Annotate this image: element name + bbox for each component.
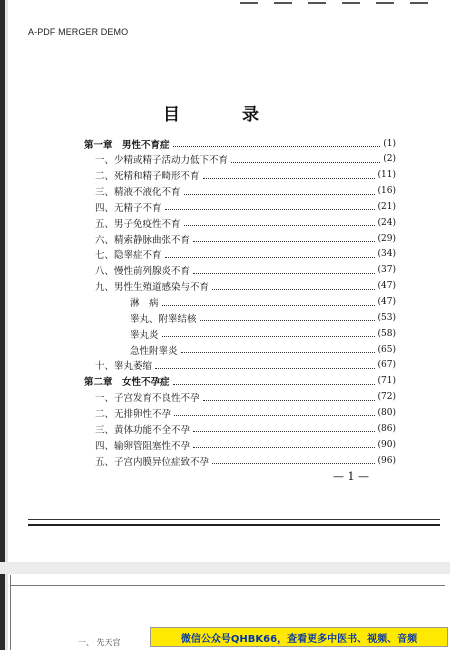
toc-entry-label: 急性附睾炎 <box>130 345 178 357</box>
toc-entry-label: 睾丸、附睾结核 <box>130 313 197 325</box>
toc-row-section <box>95 168 396 183</box>
toc-row-section <box>95 453 396 468</box>
toc-leader-dots <box>173 378 375 385</box>
footer-rule <box>28 519 440 520</box>
toc-leader-dots <box>173 140 381 147</box>
toc-entry-page: (80) <box>377 407 396 418</box>
toc-row-section <box>95 152 396 167</box>
toc-entry-label: 四、无精子不育 <box>95 202 162 214</box>
toc-row-sub <box>130 310 396 325</box>
toc-leader-dots <box>212 283 375 290</box>
toc-row-section <box>95 437 396 452</box>
toc-leader-dots <box>231 156 380 163</box>
toc-entry-page: (21) <box>377 201 396 212</box>
toc-entry-label: 二、死精和精子畸形不育 <box>95 171 200 183</box>
toc-leader-dots <box>162 330 375 337</box>
toc-entry-page: (72) <box>377 392 396 403</box>
toc-row-sub <box>130 326 396 341</box>
footer-rule-bold <box>28 524 440 526</box>
toc-entry-page: (29) <box>377 233 396 244</box>
toc-row-section <box>95 279 396 294</box>
next-page-rule <box>10 585 445 586</box>
page-number: — 1 — <box>333 470 369 483</box>
toc-entry-label: 六、精索静脉曲张不育 <box>95 234 191 246</box>
toc-entry-page: (11) <box>377 170 396 181</box>
toc-row-section <box>95 199 396 214</box>
toc-entry-page: (34) <box>377 249 396 260</box>
toc-row-section <box>95 390 396 405</box>
toc-leader-dots <box>181 346 375 353</box>
toc-entry-label: 二、无排卵性不孕 <box>95 408 172 420</box>
toc-entry-page: (86) <box>377 423 396 434</box>
toc-row-section <box>95 405 396 420</box>
top-scan-marks <box>240 2 440 6</box>
toc-entry-page: (16) <box>377 186 396 197</box>
toc-entry-label: 十、睾丸萎缩 <box>95 361 153 373</box>
toc-leader-dots <box>174 409 375 416</box>
toc-leader-dots <box>165 251 375 258</box>
toc-entry-label: 七、隐睾症不育 <box>95 250 162 262</box>
page-gap <box>0 562 450 574</box>
toc-row-sub <box>130 342 396 357</box>
toc-leader-dots <box>203 394 375 401</box>
toc-entry-page: (24) <box>377 217 396 228</box>
page-margin-strip <box>5 0 8 650</box>
toc-row-chapter <box>84 136 396 151</box>
next-page-text: 一、 先天宫 <box>78 638 121 647</box>
toc-entry-label: 第二章 女性不孕症 <box>84 377 170 389</box>
toc-entry-label: 淋 病 <box>130 298 159 309</box>
toc-row-chapter <box>84 374 396 389</box>
toc-entry-label: 第一章 男性不育症 <box>84 139 170 151</box>
toc-entry-page: (47) <box>377 297 396 307</box>
toc-leader-dots <box>155 362 375 369</box>
toc-entry-page: (2) <box>383 154 396 165</box>
toc-entry-label: 三、黄体功能不全不孕 <box>95 424 191 436</box>
toc-row-section <box>95 231 396 246</box>
toc-leader-dots <box>162 299 375 306</box>
toc-row-section <box>95 263 396 278</box>
toc-entry-page: (53) <box>377 312 396 323</box>
toc-entry-page: (90) <box>377 439 396 450</box>
toc-entry-label: 一、少精或精子活动力低下不育 <box>95 155 229 167</box>
toc-entry-page: (47) <box>377 281 396 292</box>
toc-leader-dots <box>184 219 375 226</box>
toc-leader-dots <box>193 425 375 432</box>
toc-row-sub <box>130 295 396 310</box>
toc-leader-dots <box>203 172 375 179</box>
toc-entry-page: (67) <box>377 360 396 371</box>
toc-leader-dots <box>193 441 375 448</box>
toc-row-section <box>95 247 396 262</box>
toc-entry-page: (37) <box>377 265 396 276</box>
toc-entry-page: (1) <box>383 138 396 149</box>
toc-leader-dots <box>165 203 375 210</box>
toc-row-section <box>95 358 396 373</box>
pdf-watermark: A-PDF MERGER DEMO <box>28 27 129 37</box>
toc-entry-label: 睾丸炎 <box>130 329 159 341</box>
toc-row-section <box>95 421 396 436</box>
toc-entry-label: 九、男性生殖道感染与不育 <box>95 282 210 294</box>
toc-entry-label: 三、精液不液化不育 <box>95 187 181 199</box>
promo-banner[interactable]: 微信公众号QHBK66，查看更多中医书、视频、音频 <box>150 627 448 647</box>
toc-leader-dots <box>193 235 375 242</box>
toc-leader-dots <box>184 188 375 195</box>
toc-entry-label: 一、子宫发育不良性不孕 <box>95 393 200 405</box>
toc-entry-label: 八、慢性前列腺炎不育 <box>95 266 191 278</box>
toc-entry-page: (96) <box>377 455 396 466</box>
toc-entry-page: (65) <box>377 344 396 355</box>
toc-row-section <box>95 215 396 230</box>
toc-entry-label: 五、男子免疫性不育 <box>95 218 181 230</box>
toc-entry-page: (58) <box>377 328 396 339</box>
toc-entry-label: 五、子宫内膜异位症致不孕 <box>95 456 210 468</box>
toc-leader-dots <box>200 314 375 321</box>
toc-row-section <box>95 184 396 199</box>
toc-entry-page: (71) <box>377 376 396 387</box>
toc-leader-dots <box>193 267 375 274</box>
next-page-edge <box>10 575 11 650</box>
page-title: 目 录 <box>163 105 287 125</box>
toc-entry-label: 四、输卵管阻塞性不孕 <box>95 440 191 452</box>
toc-leader-dots <box>212 457 375 464</box>
